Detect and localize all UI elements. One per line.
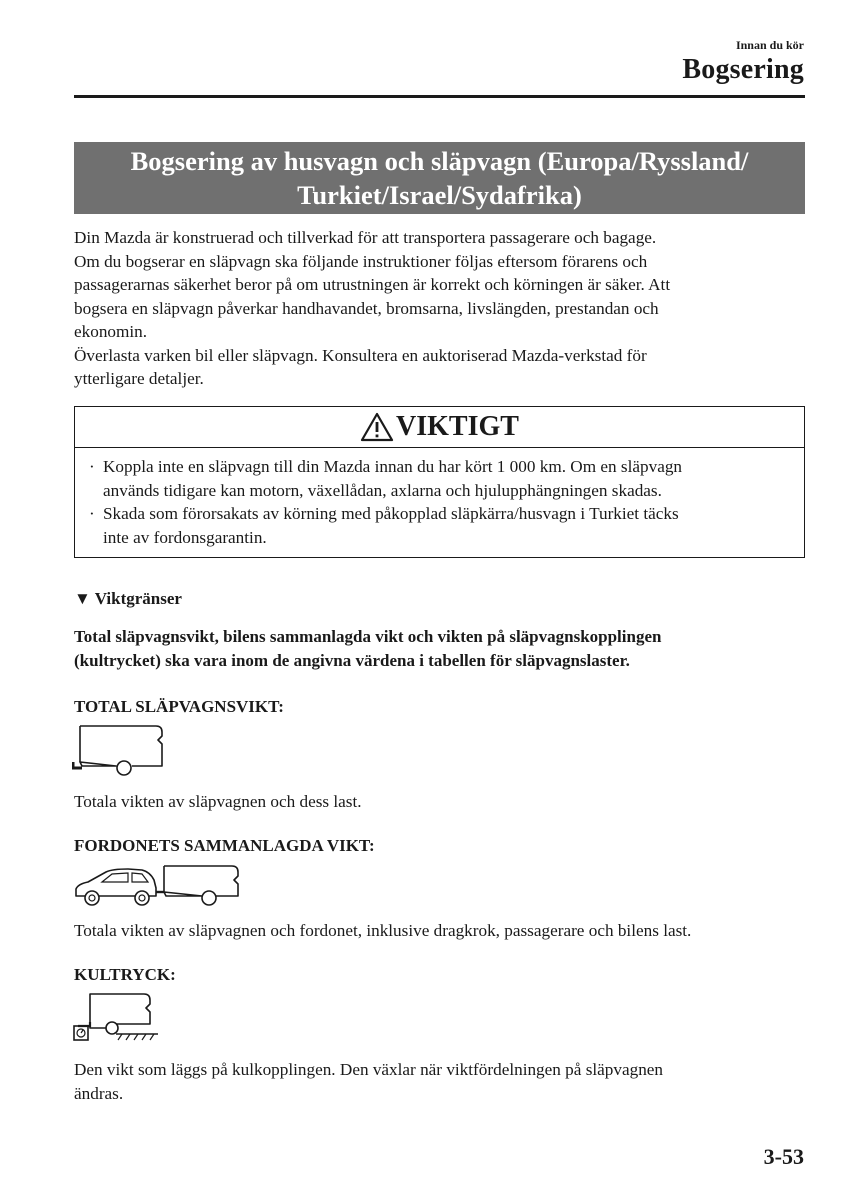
- intro-line: Din Mazda är konstruerad och tillverkad för att transportera passagerare och bagage.: [74, 228, 657, 247]
- warning-triangle-icon: [360, 412, 394, 442]
- weight-desc-line: ändras.: [74, 1083, 124, 1103]
- warning-title: VIKTIGT: [396, 411, 519, 442]
- warning-item-line: inte av fordonsgarantin.: [103, 527, 267, 547]
- trailer-icon: [72, 722, 168, 778]
- page-number: 3-53: [763, 1144, 804, 1169]
- lead-paragraph: [74, 625, 805, 673]
- subsection-title: Viktgränser: [94, 589, 182, 608]
- warning-item-line: Skada som förorsakats av körning med påkopplad släpkärra/husvagn i Turkiet täcks: [103, 504, 679, 523]
- section-small-heading: Innan du kör: [735, 38, 804, 52]
- section-title: Bogsering: [682, 54, 804, 85]
- weight-desc-tongue: [74, 1058, 805, 1105]
- intro-line: passagerarnas säkerhet beror på om utrustningen är korrekt och körningen är säker. Att: [74, 275, 671, 294]
- intro-line: ytterligare detaljer.: [74, 369, 204, 388]
- warning-item-line: Koppla inte en släpvagn till din Mazda innan du har kört 1 000 km. Om en släpvagn: [103, 457, 683, 476]
- warning-item-line: används tidigare kan motorn, växellådan, axlarna och hjulupphängningen skadas.: [103, 480, 662, 500]
- intro-line: ekonomin.: [74, 322, 148, 341]
- lead-line: (kultrycket) ska vara inom de angivna värdena i tabellen för släpvagnslaster.: [74, 651, 630, 670]
- car-with-trailer-icon: [72, 862, 242, 912]
- weight-desc-total-trailer: [74, 790, 805, 814]
- chapter-banner: [74, 142, 805, 214]
- banner-title-line-1: Bogsering av husvagn och släpvagn (Europa/Ryssland/: [130, 146, 749, 176]
- warning-item: [89, 502, 789, 549]
- weight-label-total-trailer: TOTAL SLÄPVAGNSVIKT:: [74, 697, 284, 716]
- weight-desc-line: Den vikt som läggs på kulkopplingen. Den växlar när viktfördelningen på släpvagnen: [74, 1060, 664, 1079]
- warning-item: [89, 455, 789, 502]
- warning-list: [89, 455, 789, 549]
- intro-line: Om du bogserar en släpvagn ska följande instruktioner följas eftersom förarens och: [74, 251, 648, 271]
- weight-desc-combined: [74, 919, 805, 943]
- banner-title-line-2: Turkiet/Israel/Sydafrika): [297, 180, 582, 210]
- tongue-weight-scale-icon: [72, 990, 162, 1046]
- weight-label-combined: FORDONETS SAMMANLAGDA VIKT:: [74, 836, 375, 855]
- subsection-heading: [74, 589, 182, 609]
- weight-desc-line: Totala vikten av släpvagnen och fordonet, inklusive dragkrok, passagerare och bilens last.: [74, 921, 692, 940]
- weight-label-tongue: KULTRYCK:: [74, 965, 176, 984]
- weight-desc-line: Totala vikten av släpvagnen och dess last.: [74, 792, 362, 811]
- intro-paragraph: [74, 226, 805, 391]
- intro-line: Överlasta varken bil eller släpvagn. Konsultera en auktoriserad Mazda-verkstad för: [74, 345, 647, 365]
- warning-box: [74, 406, 805, 558]
- bullet: ·: [89, 504, 95, 523]
- intro-line: bogsera en släpvagn påverkar handhavandet, bromsarna, livslängden, prestandan och: [74, 298, 659, 318]
- header-divider: [74, 95, 805, 98]
- bullet: ·: [89, 457, 95, 476]
- subsection-marker-icon: ▼: [74, 589, 91, 608]
- lead-line: Total släpvagnsvikt, bilens sammanlagda vikt och vikten på släpvagnskopplingen: [74, 627, 662, 646]
- warning-header: [75, 407, 804, 448]
